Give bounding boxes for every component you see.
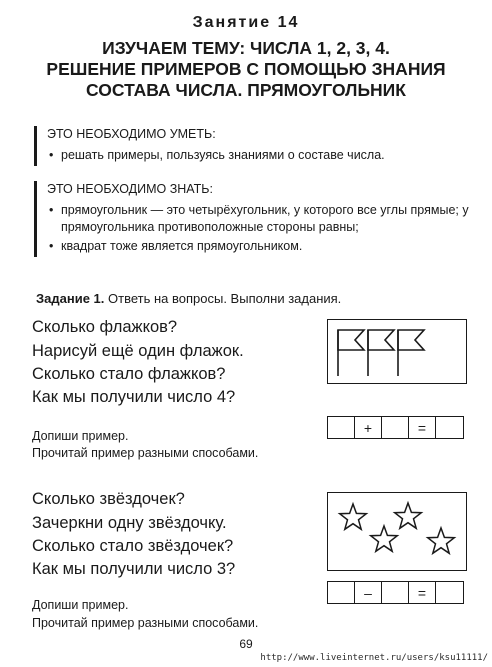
instruction-note: Прочитай пример разными способами. [32, 616, 259, 630]
question-line: Сколько флажков? [32, 318, 178, 336]
flag-icon [338, 330, 364, 376]
equation-cell: + [355, 417, 382, 438]
equation-cell: – [355, 582, 382, 603]
question-line: Сколько звёздочек? [32, 490, 185, 508]
star-icon [340, 504, 367, 529]
equation-row-addition [327, 416, 464, 439]
task-text: Ответь на вопросы. Выполни задания. [108, 291, 342, 306]
equation-cell[interactable] [382, 582, 409, 603]
topic-line: ИЗУЧАЕМ ТЕМУ: ЧИСЛА 1, 2, 3, 4. [102, 38, 390, 58]
knowledge-box [34, 181, 479, 257]
instruction-note: Допиши пример. [32, 429, 129, 443]
skills-box [34, 126, 479, 166]
topic-line: РЕШЕНИЕ ПРИМЕРОВ С ПОМОЩЬЮ ЗНАНИЯ [46, 59, 446, 79]
flags-picture-box [327, 319, 467, 384]
question-line: Зачеркни одну звёздочку. [32, 514, 227, 532]
equation-cell[interactable] [436, 417, 463, 438]
instruction-note: Прочитай пример разными способами. [32, 446, 259, 460]
stars-drawing [328, 493, 466, 570]
stars-picture-box [327, 492, 467, 571]
lesson-number: Занятие 14 [192, 14, 300, 31]
topic-title [10, 38, 482, 101]
question-line: Сколько стало флажков? [32, 365, 226, 383]
question-line: Как мы получили число 4? [32, 388, 236, 406]
equation-row-subtraction [327, 581, 464, 604]
knowledge-heading: ЭТО НЕОБХОДИМО ЗНАТЬ: [47, 182, 213, 196]
question-line: Нарисуй ещё один флажок. [32, 342, 244, 360]
knowledge-item: • квадрат тоже является прямоугольником. [47, 238, 479, 255]
topic-line: СОСТАВА ЧИСЛА. ПРЯМОУГОЛЬНИК [86, 80, 406, 100]
instruction-note: Допиши пример. [32, 598, 129, 612]
page-number: 69 [239, 637, 253, 651]
question-line: Сколько стало звёздочек? [32, 537, 234, 555]
star-icon [428, 528, 455, 553]
star-icon [371, 526, 398, 551]
equation-cell[interactable] [328, 582, 355, 603]
task-label: Задание 1. [36, 291, 105, 306]
flag-icon [398, 330, 424, 376]
skills-heading: ЭТО НЕОБХОДИМО УМЕТЬ: [47, 127, 216, 141]
equation-cell: = [409, 417, 436, 438]
watermark-url[interactable]: http://www.liveinternet.ru/users/ksu11111/ [260, 653, 488, 663]
question-line: Как мы получили число 3? [32, 560, 236, 578]
star-icon [395, 503, 422, 528]
flag-icon [368, 330, 394, 376]
equation-cell: = [409, 582, 436, 603]
equation-cell[interactable] [436, 582, 463, 603]
knowledge-item: • прямоугольник — это четырёхугольник, у которого все углы прямые; у прямоугольника противоположные стороны равны; [47, 202, 479, 236]
skills-item: • решать примеры, пользуясь знаниями о составе числа. [47, 147, 479, 164]
flags-drawing [328, 320, 466, 383]
task-heading [36, 291, 341, 306]
equation-cell[interactable] [328, 417, 355, 438]
equation-cell[interactable] [382, 417, 409, 438]
